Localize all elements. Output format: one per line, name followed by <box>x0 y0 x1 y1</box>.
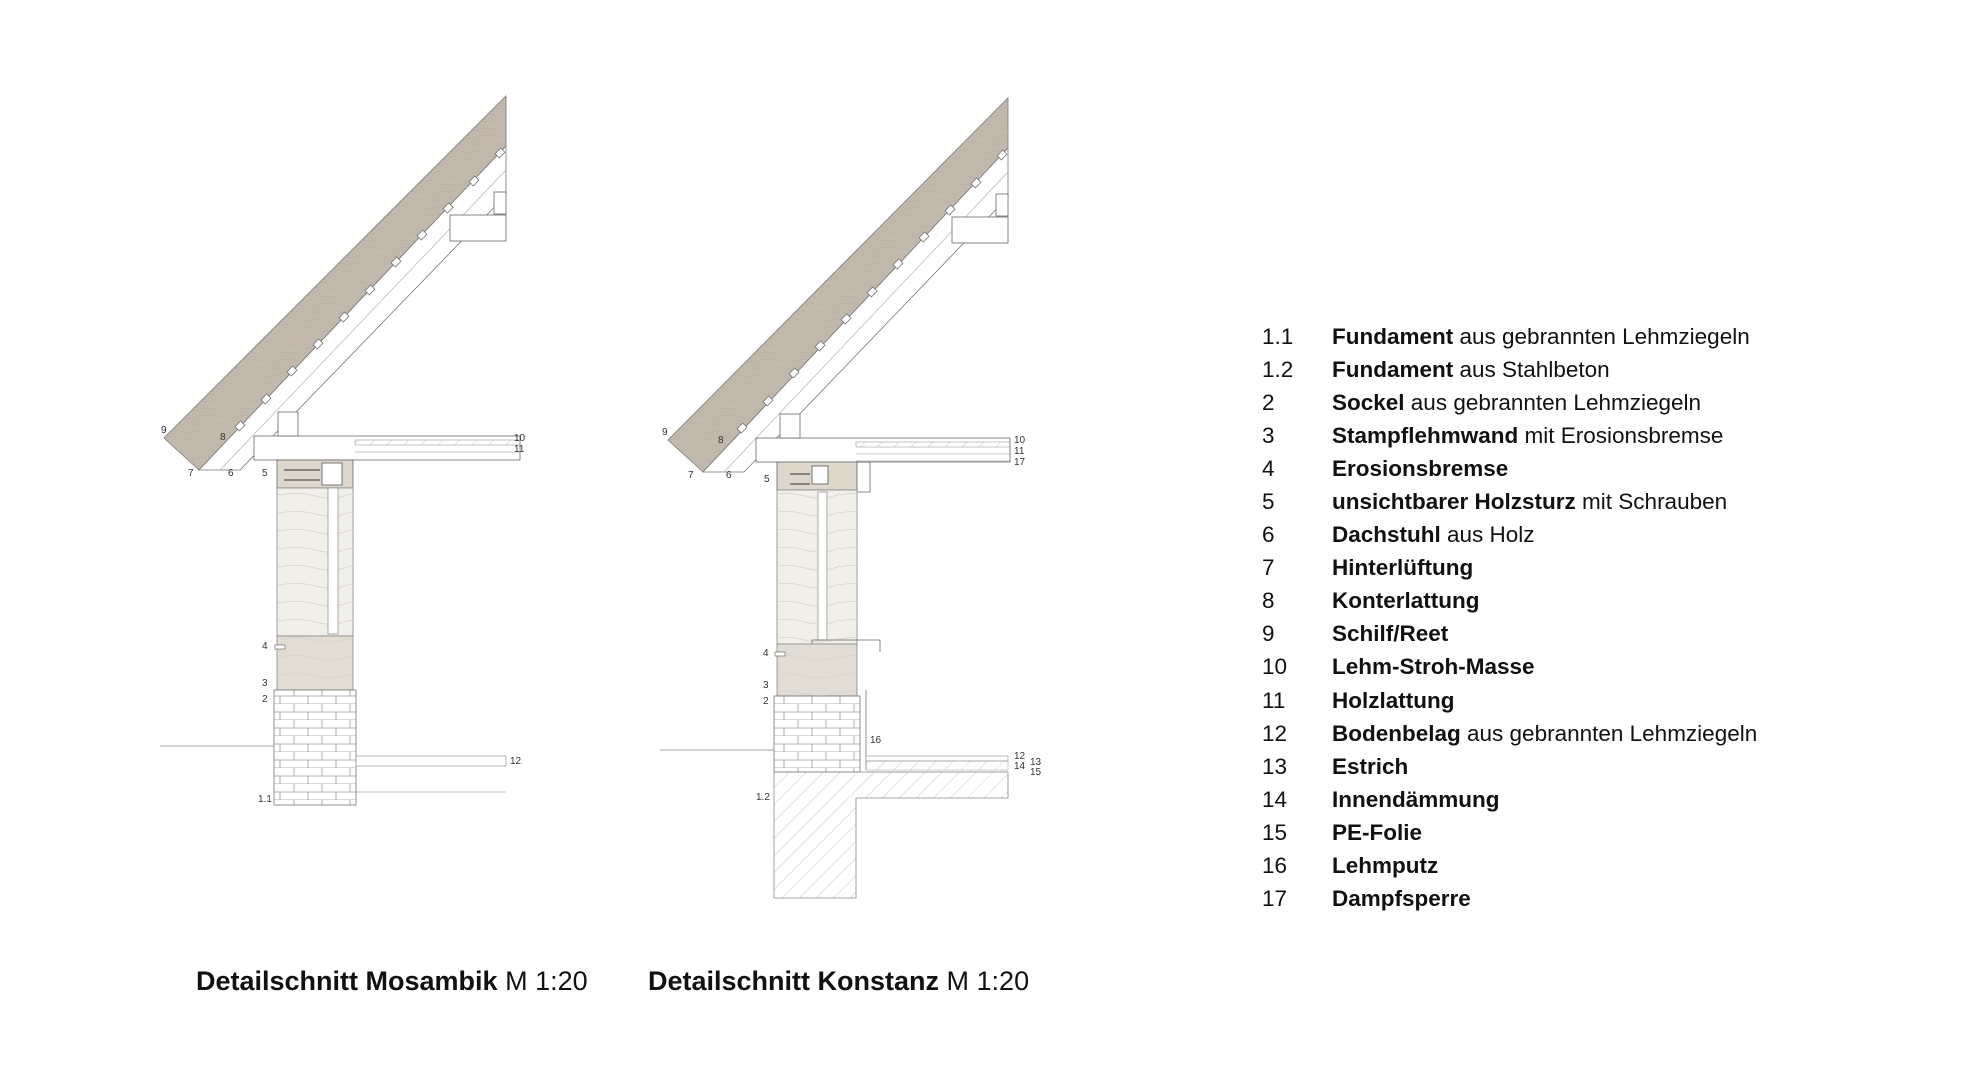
legend-desc: aus Stahlbeton <box>1453 356 1610 382</box>
section-mosambik <box>160 96 526 805</box>
label-10: 10 <box>1014 435 1026 446</box>
legend-title: Fundament <box>1332 323 1454 349</box>
legend-title: Sockel <box>1332 389 1405 415</box>
legend-number: 16 <box>1262 853 1288 879</box>
legend-number: 14 <box>1262 786 1288 812</box>
legend-number: 6 <box>1262 522 1275 548</box>
label-7: 7 <box>188 468 194 479</box>
label-15: 15 <box>1030 767 1042 778</box>
label-11: 11 <box>514 444 525 455</box>
plinth-bricks <box>274 690 356 805</box>
label-1-2: 1.2 <box>756 792 770 803</box>
legend-row <box>1262 717 1757 750</box>
label-8: 8 <box>220 432 226 443</box>
legend-title: Dachstuhl <box>1332 522 1441 548</box>
label-5: 5 <box>764 474 770 485</box>
legend-number: 4 <box>1262 455 1275 481</box>
purlin <box>450 215 506 241</box>
legend-row <box>1262 750 1757 783</box>
label-14: 14 <box>1014 761 1026 772</box>
legend-number: 11 <box>1262 687 1286 713</box>
label-3: 3 <box>763 680 769 691</box>
label-5: 5 <box>262 468 268 479</box>
concrete-foundation <box>774 772 1008 898</box>
label-6: 6 <box>228 468 234 479</box>
floor <box>356 756 506 766</box>
caption-title: Detailschnitt Konstanz <box>648 966 940 996</box>
legend-number: 12 <box>1262 720 1288 746</box>
legend-number: 5 <box>1262 489 1275 515</box>
legend-row <box>1262 386 1757 419</box>
legend-row <box>1262 883 1757 916</box>
label-6: 6 <box>726 470 732 481</box>
caption-mosambik <box>196 966 588 997</box>
purlin <box>952 217 1008 243</box>
legend-row <box>1262 485 1757 518</box>
legend-row <box>1262 651 1757 684</box>
legend-title: Hinterlüftung <box>1332 555 1474 581</box>
label-13: 13 <box>1030 757 1042 768</box>
legend-row <box>1262 452 1757 485</box>
legend-desc: aus gebrannten Lehmziegeln <box>1404 389 1702 415</box>
legend-number: 3 <box>1262 422 1275 448</box>
legend-title: Fundament <box>1332 356 1454 382</box>
legend-desc: aus gebrannten Lehmziegeln <box>1453 323 1750 349</box>
label-8: 8 <box>718 435 724 446</box>
label-17: 17 <box>1014 457 1026 468</box>
label-12: 12 <box>510 756 522 767</box>
ceiling-beam <box>756 438 1010 462</box>
legend-desc: aus Holz <box>1440 522 1535 548</box>
legend-number: 17 <box>1262 886 1288 912</box>
legend-number: 1.1 <box>1262 323 1294 349</box>
label-4: 4 <box>262 641 268 652</box>
label-9: 9 <box>161 425 167 436</box>
label-3: 3 <box>262 678 268 689</box>
legend-row <box>1262 783 1757 816</box>
legend-title: unsichtbarer Holzsturz <box>1332 489 1576 515</box>
legend-number: 9 <box>1262 621 1275 647</box>
legend-number: 8 <box>1262 588 1275 614</box>
legend-title: Lehmputz <box>1332 853 1439 879</box>
label-1-1: 1.1 <box>258 794 272 805</box>
ceiling-beam <box>254 436 520 460</box>
plinth-bricks <box>774 696 860 772</box>
roof-rafter <box>199 146 506 470</box>
label-2: 2 <box>262 694 268 705</box>
label-10: 10 <box>514 433 526 444</box>
label-11: 11 <box>1014 446 1025 457</box>
legend-number: 2 <box>1262 389 1275 415</box>
caption-konstanz <box>648 966 1029 997</box>
legend-number: 7 <box>1262 555 1275 581</box>
label-7: 7 <box>688 470 694 481</box>
legend-row <box>1262 618 1757 651</box>
legend-row <box>1262 552 1757 585</box>
legend-desc: mit Erosionsbremse <box>1518 422 1724 448</box>
label-12: 12 <box>1014 751 1026 762</box>
legend-title: PE-Folie <box>1332 819 1423 845</box>
legend-number: 1.2 <box>1262 356 1294 382</box>
legend-number: 10 <box>1262 654 1288 680</box>
legend <box>1262 320 1757 916</box>
legend-row <box>1262 320 1757 353</box>
legend-title: Dampfsperre <box>1332 886 1471 912</box>
caption-scale: M 1:20 <box>946 966 1030 996</box>
legend-title: Innendämmung <box>1332 786 1500 812</box>
legend-desc: mit Schrauben <box>1575 489 1728 515</box>
section-konstanz <box>660 98 1042 898</box>
legend-number: 15 <box>1262 819 1288 845</box>
legend-row <box>1262 816 1757 849</box>
legend-title: Bodenbelag <box>1332 720 1461 746</box>
caption-title: Detailschnitt Mosambik <box>196 966 498 996</box>
legend-row <box>1262 850 1757 883</box>
roof-rafter <box>703 148 1008 472</box>
legend-desc: aus gebrannten Lehmziegeln <box>1460 720 1758 746</box>
legend-title: Erosionsbremse <box>1332 455 1509 481</box>
legend-number: 13 <box>1262 753 1288 779</box>
label-16: 16 <box>870 735 882 746</box>
legend-title: Schilf/Reet <box>1332 621 1449 647</box>
legend-title: Stampflehmwand <box>1332 422 1519 448</box>
legend-title: Holzlattung <box>1332 687 1455 713</box>
caption-scale: M 1:20 <box>505 966 588 996</box>
legend-title: Lehm-Stroh-Masse <box>1332 654 1535 680</box>
legend-title: Konterlattung <box>1332 588 1480 614</box>
legend-row <box>1262 585 1757 618</box>
label-4: 4 <box>763 648 769 659</box>
legend-row <box>1262 353 1757 386</box>
legend-row <box>1262 684 1757 717</box>
label-2: 2 <box>763 696 769 707</box>
legend-row <box>1262 419 1757 452</box>
legend-row <box>1262 519 1757 552</box>
legend-title: Estrich <box>1332 753 1409 779</box>
floor <box>866 756 1008 761</box>
label-9: 9 <box>662 427 668 438</box>
